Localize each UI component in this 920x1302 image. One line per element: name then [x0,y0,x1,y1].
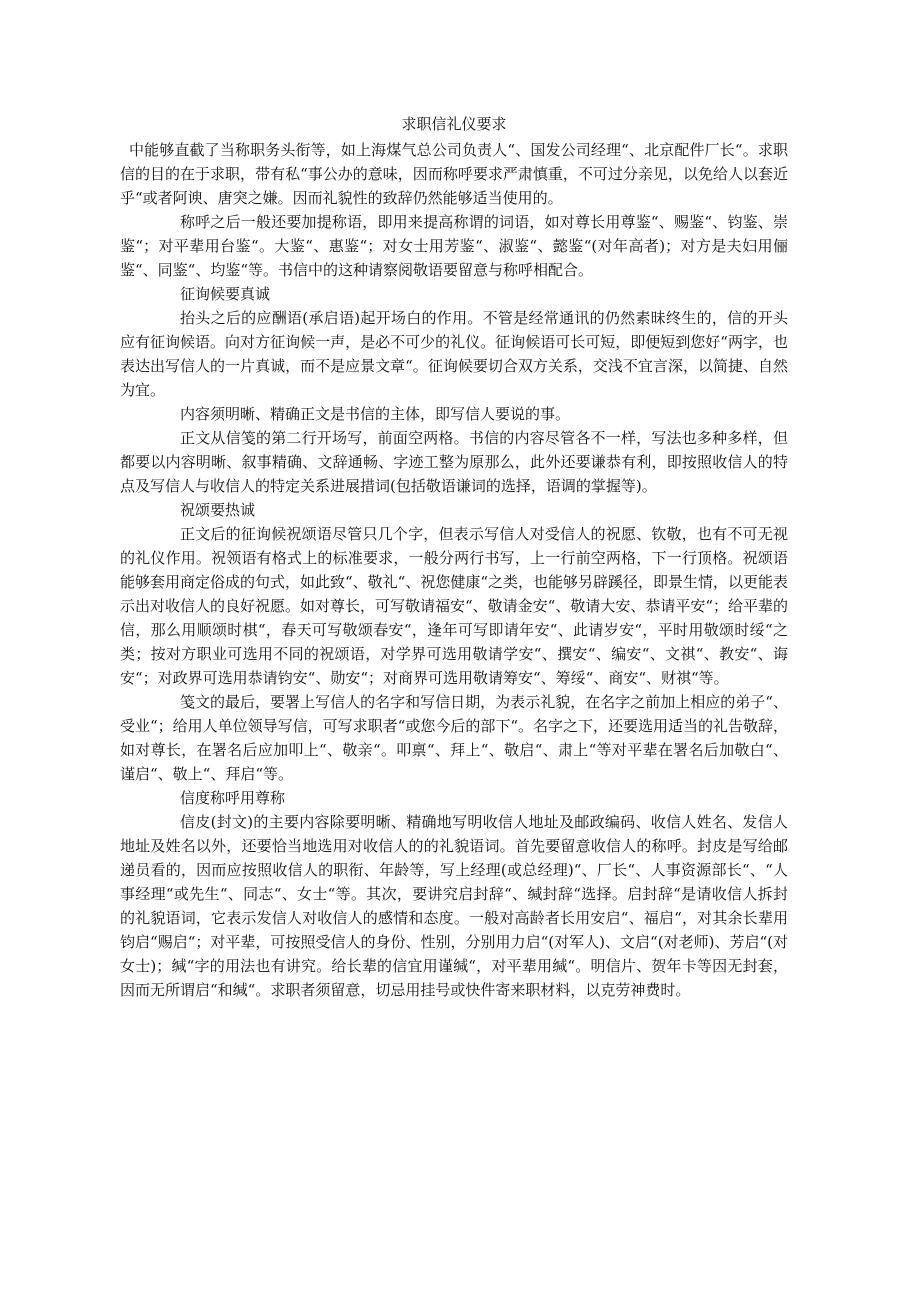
section-heading-greeting: 征询候要真诚 [180,285,271,303]
section-heading-envelope: 信度称呼用尊称 [180,789,286,807]
paragraph-signature: 笺文的最后，要署上写信人的名字和写信日期，为表示礼貌，在名字之前加上相应的弟子“、受业“；给用人单位领导写信，可写求职者“或您今后的部下“。名字之下，还要选用适当的礼告敬辞，如对尊长，在署名后应加叩上“、敬亲“。叩禀“、拜上“、敬启“、肃上“等对平辈在署名后加敬白“、谨启“、敬上“、拜启“等。 [120,693,789,783]
paragraph-salutation-titles: 中能够直截了当称职务头衔等，如上海煤气总公司负责人“、国发公司经理“、北京配件厂长“。求职信的目的在于求职，带有私“事公办的意味，因而称呼要求严肃慎重，不可过分亲见，以免给人以套近乎“或者阿谀、唐突之嫌。因而礼貌性的致辞仍然能够适当使用的。 [120,141,788,207]
paragraph-blessing: 正文后的征询候祝颂语尽管只几个字，但表示写信人对受信人的祝愿、钦敬，也有不可无视的礼仪作用。祝领语有格式上的标准要求，一般分两行书写，上一行前空两格，下一行顶格。祝颂语能够套用商定俗成的句式，如此致“、敬礼“、祝您健康“之类，也能够另辟蹊径，即景生情，以更能表示出对收信人的良好祝愿。如对尊长，可写敬请福安“、敬请金安“、敬请大安、恭请平安“；给平辈的信，那么用顺颂时棋“，春天可写敬颂春安“，逢年可写即请年安“、此请岁安“，平时用敬颂时绥“之类；按对方职业可选用不同的祝颂语，对学界可选用敬请学安“、撰安“、编安“、文祺“、教安“、诲安“；对政界可选用恭请钧安“、勋安“；对商界可选用敬请筹安“、筹绥“、商安“、财祺“等。 [120,525,789,687]
paragraph-elevating-terms: 称呼之后一般还要加提称语，即用来提高称谓的词语，如对尊长用尊鉴“、赐鉴“、钧鉴、崇鉴“；对平辈用台鉴“。大鉴“、惠鉴“；对女士用芳鉴“、淑鉴“、懿鉴“(对年高者)；对方是夫妇用俪鉴“、同鉴“、均鉴“等。书信中的这种请察阅敬语要留意与称呼相配合。 [120,213,788,279]
document-title: 求职信礼仪要求 [401,115,507,133]
paragraph-envelope: 信皮(封文)的主要内容除要明晰、精确地写明收信人地址及邮政编码、收信人姓名、发信人地址及姓名以外，还要恰当地选用对收信人的的礼貌语词。首先要留意收信人的称呼。封皮是写给邮递员看的，因而应按照收信人的职衔、年龄等，写上经理(或总经理)“、厂长“、人事资源部长“、“人事经理“或先生“、同志“、女士“等。其次，要讲究启封辞“、缄封辞“选择。启封辞“是请收信人拆封的礼貌语词，它表示发信人对收信人的感情和态度。一般对高龄者长用安启“、福启“，对其余长辈用钧启“赐启“；对平辈，可按照受信人的身份、性别，分别用力启“(对军人)、文启“(对老师)、芳启“(对女士)；缄“字的用法也有讲究。给长辈的信宜用谨缄“，对平辈用缄“。明信片、贺年卡等因无封套，因而无所谓启“和缄“。求职者须留意，切忌用挂号或快件寄来职材料，以克劳神费时。 [120,813,788,999]
section-heading-content: 内容须明晰、精确正文是书信的主体，即写信人要说的事。 [180,405,571,423]
paragraph-greeting: 抬头之后的应酬语(承启语)起开场白的作用。不管是经常通讯的仍然素昧终生的，信的开头应有征询候语。向对方征询候一声，是必不可少的礼仪。征询候语可长可短，即便短到您好“两字，也表达出写信人的一片真诚，而不是应景文章“。征询候要切合双方关系，交浅不宜言深，以简捷、自然为宜。 [120,309,788,399]
document-body [120,112,788,1002]
paragraph-content: 正文从信笺的第二行开场写，前面空两格。书信的内容尽管各不一样，写法也多种多样，但都要以内容明晰、叙事精确、文辞通畅、字迹工整为原那么，此外还要谦恭有利，即按照收信人的特点及写信人与收信人的特定关系进展措词(包括敬语谦词的选择，语调的掌握等)。 [120,429,788,495]
section-heading-blessing: 祝颂要热诚 [180,501,256,519]
